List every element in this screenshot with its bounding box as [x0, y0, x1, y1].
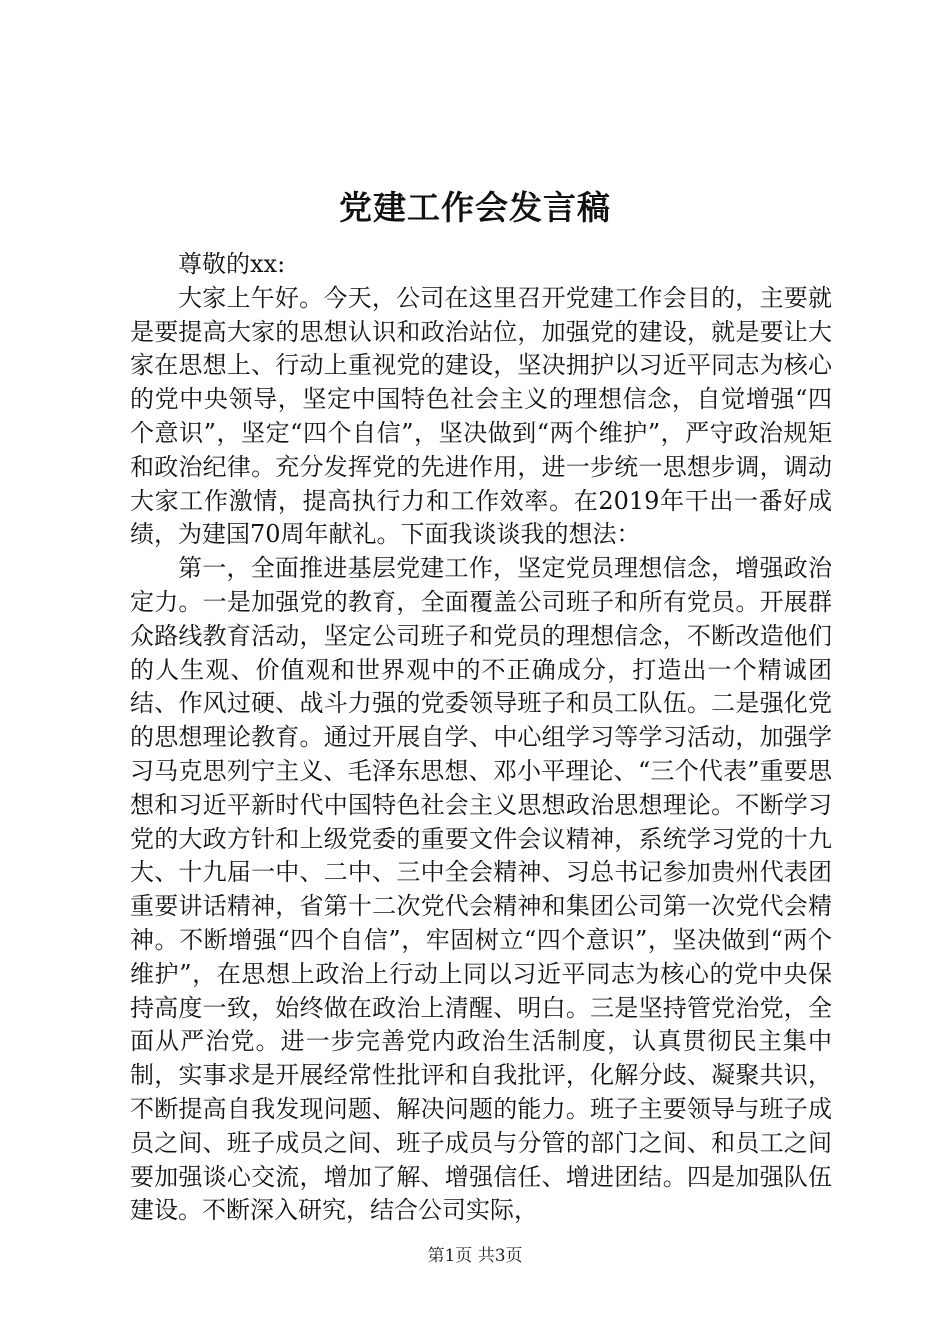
document-title: 党建工作会发言稿 — [339, 188, 611, 227]
paragraph-opening: 大家上午好。今天，公司在这里召开党建工作会目的，主要就是要提高大家的思想认识和政治站位，加强党的建设，就是要让大家在思想上、行动上重视党的建设，坚决拥护以习近平同志为核心的党中央领导，坚定中国特色社会主义的理想信念，自觉增强“四个意识”，坚定“四个自信”，坚决做到“两个维护”，严守政治规矩和政治纪律。充分发挥党的先进作用，进一步统一思想步调，调动大家工作激情，提高执行力和工作效率。在2019年干出一番好成绩，为建国70周年献礼。下面我谈谈我的想法： — [130, 283, 832, 549]
salutation: 尊敬的xx: — [178, 250, 286, 278]
paragraph-first-point: 第一，全面推进基层党建工作，坚定党员理想信念，增强政治定力。一是加强党的教育，全面覆盖公司班子和所有党员。开展群众路线教育活动，坚定公司班子和党员的理想信念，不断改造他们的人生观、价值观和世界观中的不正确成分，打造出一个精诚团结、作风过硬、战斗力强的党委领导班子和员工队伍。二是强化党的思想理论教育。通过开展自学、中心组学习等学习活动，加强学习马克思列宁主义、毛泽东思想、邓小平理论、“三个代表”重要思想和习近平新时代中国特色社会主义思想政治思想理论。不断学习党的大政方针和上级党委的重要文件会议精神，系统学习党的十九大、十九届一中、二中、三中全会精神、习总书记参加贵州代表团重要讲话精神，省第十二次党代会精神和集团公司第一次党代会精神。不断增强“四个自信”，牢固树立“四个意识”，坚决做到“两个维护”，在思想上政治上行动上同以习近平同志为核心的党中央保持高度一致，始终做在政治上清醒、明白。三是坚持管党治党，全面从严治党。进一步完善党内政治生活制度，认真贯彻民主集中制，实事求是开展经常性批评和自我批评，化解分歧、凝聚共识，不断提高自我发现问题、解决问题的能力。班子主要领导与班子成员之间、班子成员之间、班子成员与分管的部门之间、和员工之间要加强谈心交流，增加了解、增强信任、增进团结。四是加强队伍建设。不断深入研究，结合公司实际， — [130, 554, 832, 1225]
page-footer: 第1页 共3页 — [427, 1246, 523, 1266]
document-body — [130, 248, 832, 1228]
